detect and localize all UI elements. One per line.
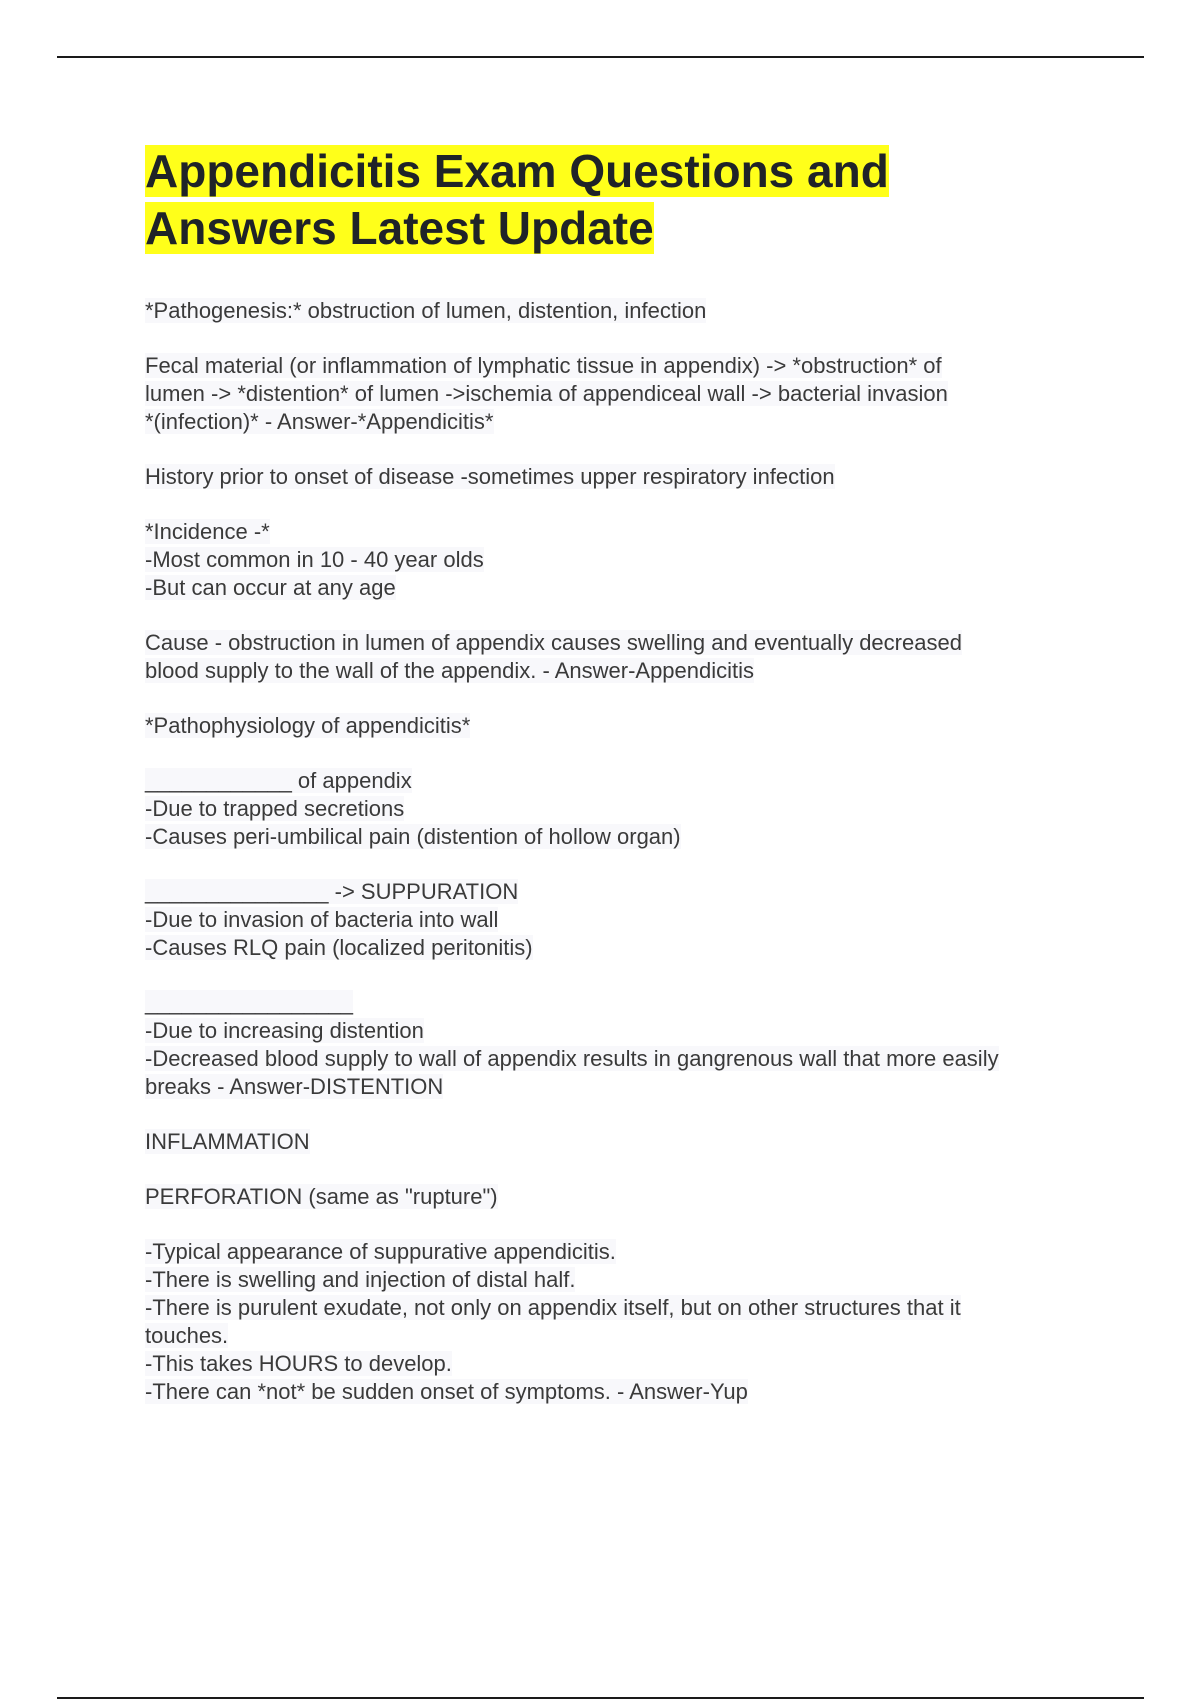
text-line-content: -Due to trapped secretions [145,796,405,821]
text-line-content: _______________ -> SUPPURATION [145,879,519,904]
text-line [145,1266,1095,1294]
text-line [145,1350,1095,1378]
text-line-content: -Due to increasing distention [145,1018,424,1043]
text-line [145,518,1095,546]
text-line [145,934,1095,962]
text-line-content: breaks - Answer-DISTENTION [145,1074,444,1099]
text-line [145,906,1095,934]
paragraph [145,297,1095,325]
paragraph [145,629,1095,685]
paragraph [145,518,1095,602]
paragraph [145,1183,1095,1211]
document-blocks [145,297,1095,1406]
paragraph [145,878,1095,962]
text-line-content: -Most common in 10 - 40 year olds [145,547,484,572]
text-line [145,629,1095,657]
text-line-content: -There is purulent exudate, not only on appendix itself, but on other structures that it [145,1295,961,1320]
paragraph [145,352,1095,436]
text-line [145,297,1095,325]
text-line-content: -Decreased blood supply to wall of appendix results in gangrenous wall that more easily [145,1046,999,1071]
text-line-content: blood supply to the wall of the appendix. - Answer-Appendicitis [145,658,755,683]
text-line [145,1017,1095,1045]
text-line-content: INFLAMMATION [145,1129,310,1154]
text-line [145,380,1095,408]
text-line [145,712,1095,740]
text-line-content: -There is swelling and injection of distal half. [145,1267,576,1292]
paragraph [145,767,1095,851]
text-line [145,546,1095,574]
text-line-content: _________________ [145,990,354,1015]
title-line-2: Answers Latest Update [145,202,654,254]
text-line-content: ____________ of appendix [145,768,412,793]
text-line [145,1045,1095,1073]
bottom-rule [57,1697,1144,1699]
paragraph [145,1128,1095,1156]
text-line-content: PERFORATION (same as "rupture") [145,1184,498,1209]
text-line-content: Cause - obstruction in lumen of appendix causes swelling and eventually decreased [145,630,962,655]
paragraph [145,712,1095,740]
text-line [145,574,1095,602]
text-line [145,823,1095,851]
text-line-content: -There can *not* be sudden onset of symptoms. - Answer-Yup [145,1379,748,1404]
text-line [145,795,1095,823]
text-line [145,989,1095,1017]
text-line-content: History prior to onset of disease -sometimes upper respiratory infection [145,464,835,489]
text-line-content: *Pathogenesis:* obstruction of lumen, distention, infection [145,298,707,323]
text-line [145,1128,1095,1156]
text-line [145,1183,1095,1211]
text-line [145,878,1095,906]
text-line-content: Fecal material (or inflammation of lymphatic tissue in appendix) -> *obstruction* of [145,353,942,378]
paragraph [145,1238,1095,1406]
text-line [145,352,1095,380]
text-line-content: *Incidence -* [145,519,270,544]
paragraph [145,463,1095,491]
text-line [145,1073,1095,1101]
title-line-1: Appendicitis Exam Questions and [145,145,889,197]
document-body [145,143,1095,1433]
text-line-content: -Typical appearance of suppurative appendicitis. [145,1239,616,1264]
text-line-content: *Pathophysiology of appendicitis* [145,713,471,738]
text-line [145,1238,1095,1266]
text-line-content: touches. [145,1323,229,1348]
text-line [145,1294,1095,1322]
text-line [145,463,1095,491]
text-line [145,1322,1095,1350]
paragraph [145,989,1095,1101]
text-line [145,767,1095,795]
text-line-content: -This takes HOURS to develop. [145,1351,452,1376]
text-line-content: -Causes peri-umbilical pain (distention of hollow organ) [145,824,681,849]
text-line-content: -But can occur at any age [145,575,396,600]
document-title [145,143,1095,257]
text-line-content: *(infection)* - Answer-*Appendicitis* [145,409,494,434]
text-line [145,408,1095,436]
text-line [145,1378,1095,1406]
text-line-content: -Due to invasion of bacteria into wall [145,907,499,932]
text-line-content: -Causes RLQ pain (localized peritonitis) [145,935,533,960]
text-line-content: lumen -> *distention* of lumen ->ischemia of appendiceal wall -> bacterial invasion [145,381,948,406]
text-line [145,657,1095,685]
top-rule [57,56,1144,58]
